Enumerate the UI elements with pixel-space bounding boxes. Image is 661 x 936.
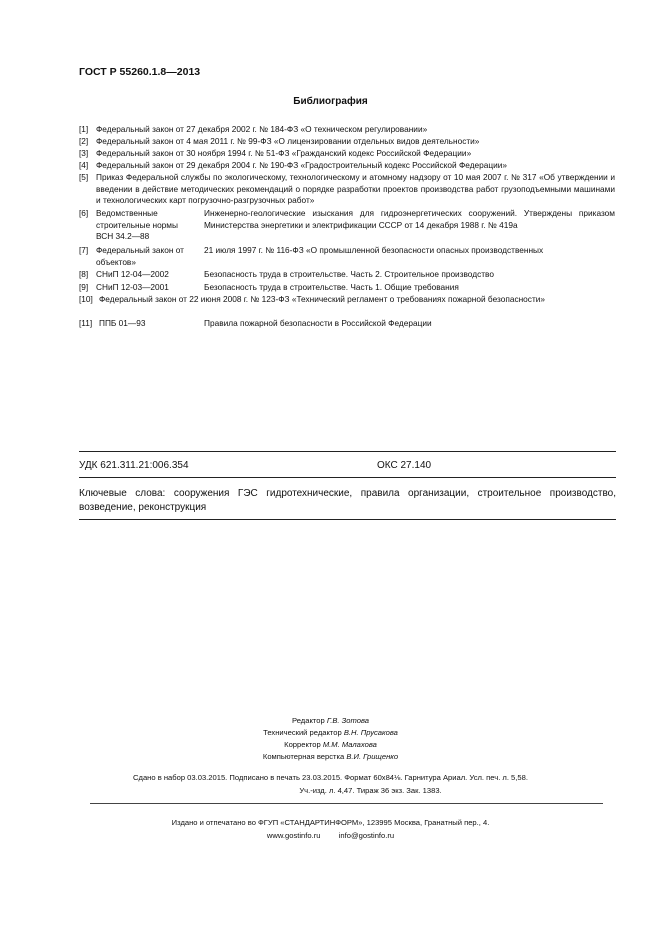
bib-item-text: Федеральный закон от 30 ноября 1994 г. № 51-ФЗ «Гражданский кодекс Российской Федерации» <box>96 148 472 158</box>
bib-item-text: Инженерно-геологические изыскания для гидроэнергетических сооружений. Утверждены приказом Министерства энергетики и электрификации СССР от 14 декабря 1988 г. № 419а <box>204 208 615 230</box>
bib-item-number: [10] <box>79 294 93 304</box>
bib-item-number: [6] <box>79 208 89 218</box>
publisher-email-link[interactable]: info@gostinfo.ru <box>338 831 395 840</box>
bib-item-source: СНиП 12-04—2002 <box>96 269 169 279</box>
keywords: Ключевые слова: сооружения ГЭС гидротехнические, правила организации, строительное производство, возведение, реконструкция <box>79 488 616 513</box>
credit-label: Редактор <box>292 716 325 725</box>
credit-layout <box>0 751 661 763</box>
top-divider <box>79 451 616 452</box>
bib-item-number: [5] <box>79 172 89 182</box>
bib-item-text: Приказ Федеральной службы по экологическому, технологическому и атомному надзору от 10 мая 2007 г. № 317 «Об утверждении и введении в действие методических рекомендаций о порядке разработки проектов производства работ грузоподъемными машинами и технологических карт погрузочно-разгрузочных работ» <box>96 172 615 206</box>
bib-item-number: [9] <box>79 282 89 292</box>
bib-item-text: Федеральный закон от 27 декабря 2002 г. № 184-ФЗ «О техническом регулировании» <box>96 124 428 134</box>
publisher-line: Издано и отпечатано во ФГУП «СТАНДАРТИНФОРМ», 123995 Москва, Гранатный пер., 4. <box>171 818 490 827</box>
bibliography-title: Библиография <box>293 96 368 107</box>
bib-item-number: [4] <box>79 160 89 170</box>
credit-editor <box>0 715 661 727</box>
publisher-contacts <box>0 831 661 840</box>
bib-item-number: [3] <box>79 148 89 158</box>
bib-item-text: Безопасность труда в строительстве. Часть 1. Общие требования <box>204 282 459 292</box>
bib-item-text: Федеральный закон от 4 мая 2011 г. № 99-ФЗ «О лицензировании отдельных видов деятельности» <box>96 136 480 146</box>
credit-name: Г.В. Зотова <box>326 716 369 725</box>
credit-label: Компьютерная верстка <box>262 752 345 761</box>
credit-name: В.И. Грищенко <box>346 752 399 761</box>
bib-item-number: [1] <box>79 124 89 134</box>
imprint-line-1: Сдано в набор 03.03.2015. Подписано в печать 23.03.2015. Формат 60х84⅛. Гарнитура Ариал. Усл. печ. л. 5,58. <box>133 773 528 782</box>
bib-item-number: [11] <box>79 318 93 328</box>
credit-tech-editor <box>0 727 661 739</box>
bib-item-text: Федеральный закон от 22 июня 2008 г. № 123-ФЗ «Технический регламент о требованиях пожарной безопасности» <box>99 294 545 304</box>
credit-label: Технический редактор <box>263 728 342 737</box>
bib-item-source: Федеральный закон от <box>96 245 184 255</box>
publisher-site-link[interactable]: www.gostinfo.ru <box>266 831 321 840</box>
credit-name: М.М. Малахова <box>322 740 377 749</box>
oks-code: ОКС 27.140 <box>377 460 432 471</box>
udk-divider <box>79 477 616 478</box>
imprint-divider <box>90 803 603 804</box>
bib-item-source: СНиП 12-03—2001 <box>96 282 169 292</box>
credit-label: Корректор <box>284 740 321 749</box>
bib-item-number: [7] <box>79 245 89 255</box>
credit-name: В.Н. Прусакова <box>343 728 398 737</box>
bib-item-number: [2] <box>79 136 89 146</box>
bib-item-source: ППБ 01—93 <box>99 318 146 328</box>
bib-item-text: 21 июля 1997 г. № 116-ФЗ «О промышленной безопасности опасных производственных <box>204 245 544 255</box>
document-code: ГОСТ Р 55260.1.8—2013 <box>79 66 201 78</box>
keywords-divider <box>79 519 616 520</box>
bib-item-number: [8] <box>79 269 89 279</box>
imprint-line-2: Уч.-изд. л. 4,47. Тираж 36 экз. Зак. 1383. <box>299 786 442 795</box>
bib-item-text-tail: объектов» <box>96 256 136 267</box>
bib-item-text: Безопасность труда в строительстве. Часть 2. Строительное производство <box>204 269 494 279</box>
bib-item-text: Правила пожарной безопасности в Российской Федерации <box>204 318 432 328</box>
udk-code: УДК 621.311.21:006.354 <box>79 460 189 471</box>
bib-item-text: Федеральный закон от 29 декабря 2004 г. № 190-ФЗ «Градостроительный кодекс Российской Федерации» <box>96 160 508 170</box>
bib-item-source: Ведомственные строительные нормы ВСН 34.2—88 <box>96 208 178 242</box>
credit-corrector <box>0 739 661 751</box>
